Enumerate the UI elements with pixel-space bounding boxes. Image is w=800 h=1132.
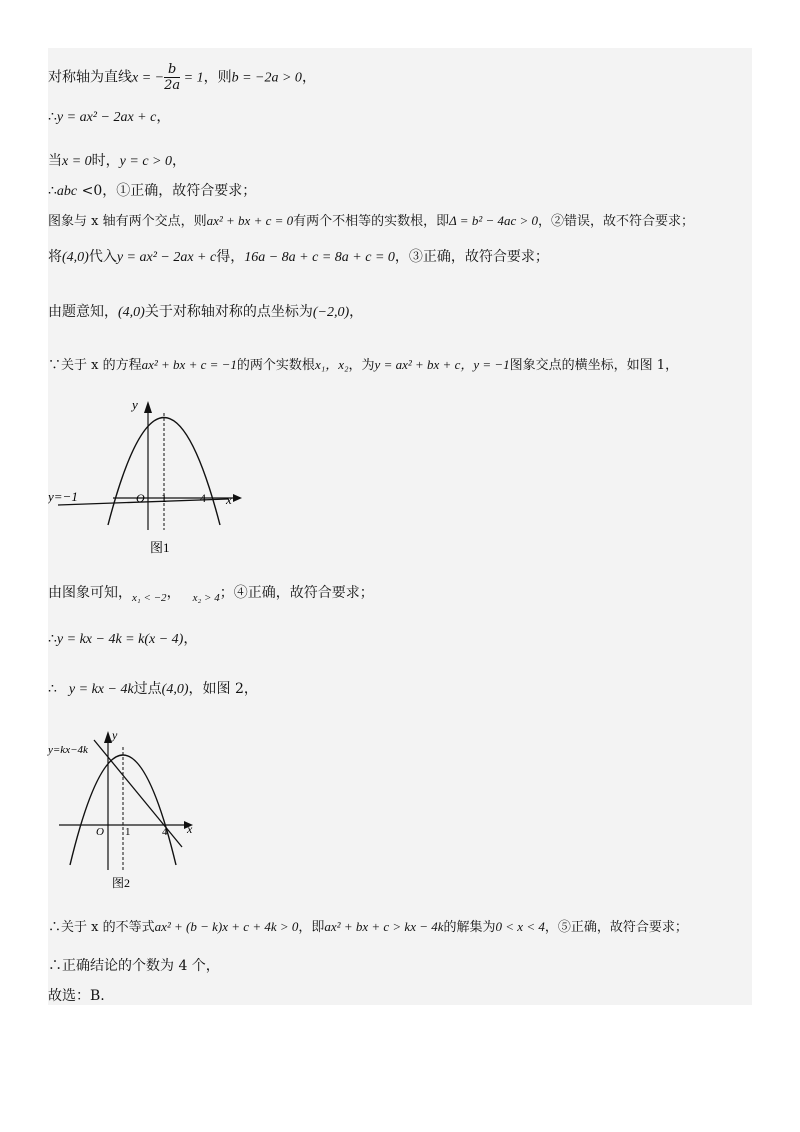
text: ，为 (348, 358, 375, 373)
x-axis-label: x (187, 822, 193, 836)
text: ， (349, 304, 364, 320)
text: ∴正确结论的个数为 4 个， (48, 958, 220, 974)
tick-label-4: 4 (162, 826, 168, 838)
tick-label-1: 1 (125, 826, 131, 838)
text: 将 (48, 249, 62, 265)
therefore-symbol: ∴ (48, 183, 57, 199)
text: 关于对称轴对称的点坐标为 (144, 304, 313, 320)
math: (4,0) (161, 682, 189, 697)
line-conclusion-4 (48, 584, 374, 607)
math: x = 0 (62, 154, 92, 169)
text: 时， (91, 153, 120, 169)
tick-label-4: 4 (200, 491, 206, 505)
math: Δ = b² − 4ac > 0 (449, 213, 539, 228)
math: x = − (132, 70, 165, 86)
text: 的两个实数根 (236, 358, 315, 373)
math: x₁，x₂ (314, 357, 349, 372)
math: = 1 (180, 70, 204, 86)
line-kx-minus-4k (94, 740, 182, 847)
y-axis-arrow (104, 731, 112, 743)
text: ， (156, 109, 171, 125)
text: ，③正确，故符合要求； (394, 249, 549, 265)
therefore-symbol: ∴ (48, 681, 57, 697)
math: abc (56, 184, 78, 199)
line-x-zero (48, 152, 186, 171)
text: <0，①正确，故符合要求； (77, 183, 257, 199)
text: ，⑤正确，故符合要求； (544, 920, 688, 935)
figure-2 (44, 725, 204, 895)
text: 图象与 x 轴有两个交点，则 (48, 214, 207, 229)
line-linear-factor (48, 630, 197, 649)
text: 得， (216, 249, 245, 265)
fraction-denominator: 2a (164, 78, 181, 93)
text: ∴关于 x 的不等式 (48, 920, 155, 935)
math: y = ax² + bx + c，y = −1 (374, 357, 510, 372)
text: 由题意知， (48, 304, 118, 320)
figure-1 (48, 395, 248, 565)
answer-text: 故选：B. (48, 988, 105, 1004)
y-axis-label: y (132, 397, 138, 412)
origin-label: O (96, 826, 104, 838)
math: (−2,0) (312, 305, 350, 320)
text: ；④正确，故符合要求； (219, 585, 374, 601)
math: y = ax² − 2ax + c (56, 110, 157, 125)
math: 0 < x < 4 (495, 919, 545, 934)
text: ，则 (203, 69, 232, 86)
text: ∵关于 x 的方程 (48, 358, 142, 373)
line-conclusion-1 (48, 182, 256, 201)
math: ax² + bx + c > kx − 4k (324, 919, 444, 934)
line-equation-roots (48, 356, 678, 375)
math: b = −2a > 0 (231, 70, 302, 86)
fraction (164, 62, 180, 93)
figure-caption: 图2 (112, 876, 131, 890)
y-axis-label: y (112, 728, 118, 742)
math: x₁ < −2 (132, 591, 167, 604)
math: y = kx − 4k (68, 682, 134, 697)
text: ， (183, 631, 198, 647)
text: ， (166, 585, 181, 601)
text: 有两个不相等的实数根，即 (293, 214, 450, 229)
text: ，即 (298, 920, 325, 935)
math: ax² + (b − k)x + c + 4k > 0 (154, 919, 299, 934)
line-inequality (48, 918, 688, 937)
line-conclusion-2 (48, 212, 694, 231)
x-axis-label: x (226, 492, 232, 507)
figure-caption: 图1 (150, 540, 170, 555)
therefore-symbol: ∴ (48, 631, 57, 647)
text: ， (172, 153, 186, 169)
text: 当 (48, 153, 62, 169)
text: 过点 (133, 681, 162, 697)
line-function (48, 108, 170, 127)
line-passes-point (48, 680, 258, 699)
line-label: y=kx−4k (48, 744, 88, 756)
text: ，②错误，故不符合要求； (538, 214, 695, 229)
math: ax² + bx + c = 0 (206, 213, 294, 228)
line-label: y=−1 (48, 489, 78, 504)
line-symmetric-point (48, 303, 363, 322)
tick-label-1: 1 (161, 491, 167, 505)
math: (4,0) (118, 305, 145, 320)
text: 对称轴为直线 (48, 69, 132, 86)
text: 代入 (88, 249, 117, 265)
therefore-symbol: ∴ (48, 109, 57, 125)
math: ax² + bx + c = −1 (141, 357, 237, 372)
text: ，如图 2， (188, 681, 258, 697)
x-axis-arrow (233, 494, 242, 502)
line-answer (48, 987, 105, 1005)
line-axis-of-symmetry (48, 62, 316, 93)
line-conclusion-3 (48, 248, 549, 267)
math: y = c > 0 (119, 154, 172, 169)
math: (4,0) (62, 250, 89, 265)
text: ， (301, 69, 316, 86)
math: x₂ > 4 (192, 591, 220, 604)
text: 图象交点的横坐标，如图 1， (509, 358, 679, 373)
text: 的解集为 (443, 920, 496, 935)
math: 16a − 8a + c = 8a + c = 0 (244, 250, 395, 265)
math: y = ax² − 2ax + c (116, 250, 217, 265)
text: 由图象可知， (48, 585, 132, 601)
math: y = kx − 4k = k(x − 4) (56, 632, 184, 647)
origin-label: O (136, 491, 145, 505)
y-axis-arrow (144, 401, 152, 413)
fraction-numerator: b (164, 62, 180, 78)
line-count-conclusion (48, 957, 220, 975)
